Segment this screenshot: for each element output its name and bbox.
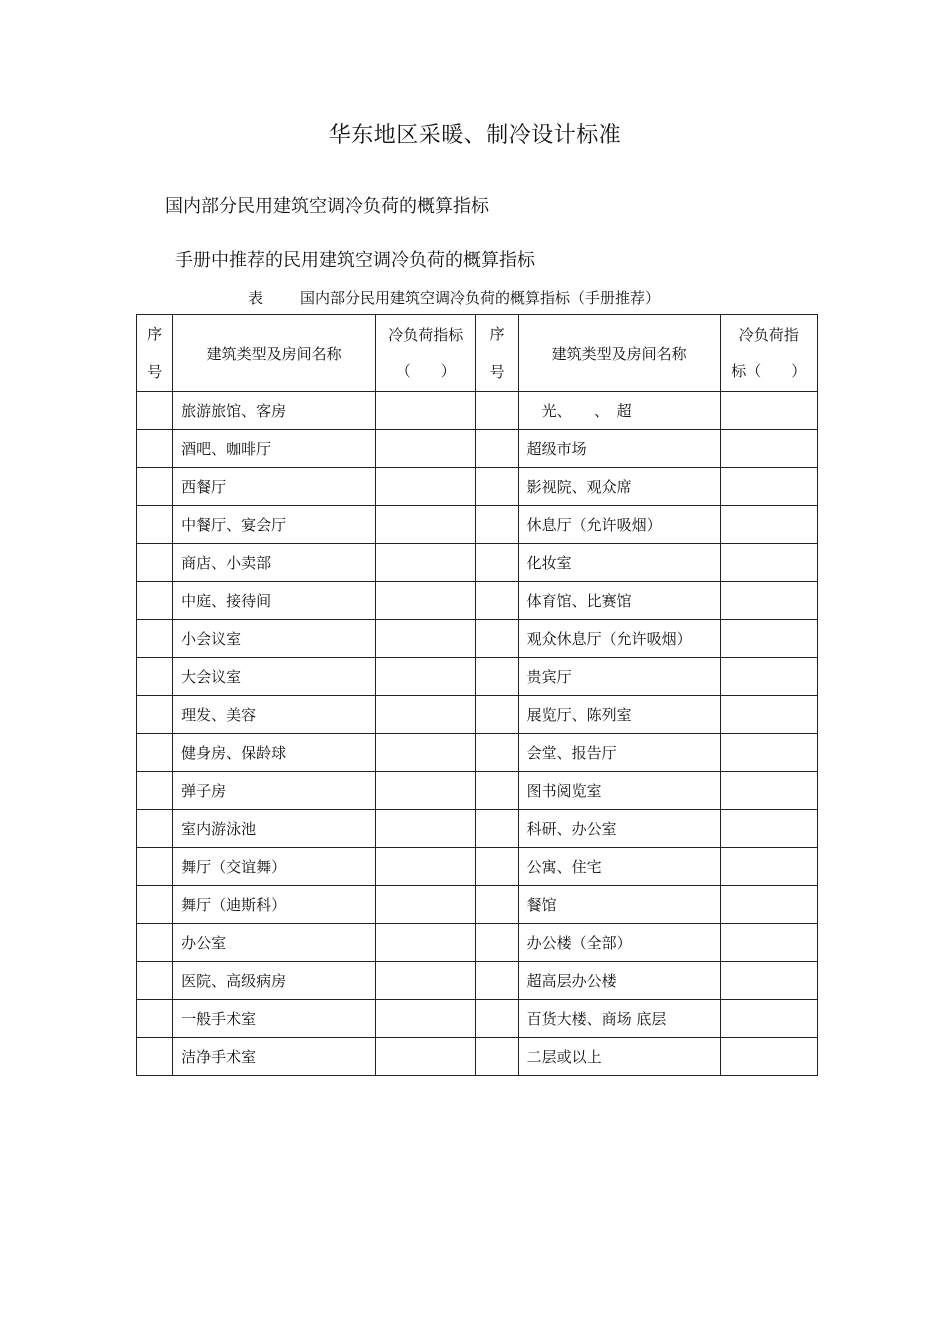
cell-seq-right bbox=[476, 1000, 518, 1038]
cell-name-left: 中餐厅、宴会厅 bbox=[173, 506, 376, 544]
cell-seq-left bbox=[137, 1038, 173, 1076]
cell-name-left: 商店、小卖部 bbox=[173, 544, 376, 582]
cell-name-left: 大会议室 bbox=[173, 658, 376, 696]
cell-index-right bbox=[720, 810, 817, 848]
cell-index-right bbox=[720, 1000, 817, 1038]
table-caption bbox=[248, 287, 660, 308]
header-seq-left-line1: 序 bbox=[147, 325, 163, 343]
cell-index-right bbox=[720, 848, 817, 886]
table-caption-label: 表 bbox=[248, 289, 264, 307]
cell-name-left: 一般手术室 bbox=[173, 1000, 376, 1038]
cell-seq-right bbox=[476, 924, 518, 962]
cell-seq-left bbox=[137, 506, 173, 544]
cell-index-left bbox=[376, 1038, 476, 1076]
table-row bbox=[137, 1000, 818, 1038]
cell-seq-right bbox=[476, 962, 518, 1000]
cell-name-left: 舞厅（交谊舞） bbox=[173, 848, 376, 886]
cell-seq-left bbox=[137, 430, 173, 468]
cell-index-right bbox=[720, 696, 817, 734]
cell-index-left bbox=[376, 696, 476, 734]
table-row bbox=[137, 696, 818, 734]
cell-index-left bbox=[376, 886, 476, 924]
cell-index-right bbox=[720, 582, 817, 620]
header-index-left bbox=[376, 315, 476, 392]
cell-seq-left bbox=[137, 886, 173, 924]
cell-seq-left bbox=[137, 468, 173, 506]
cell-seq-right bbox=[476, 506, 518, 544]
cell-name-left: 旅游旅馆、客房 bbox=[173, 392, 376, 430]
cell-seq-left bbox=[137, 734, 173, 772]
cell-index-left bbox=[376, 430, 476, 468]
cell-name-right: 公寓、住宅 bbox=[518, 848, 720, 886]
header-seq-right bbox=[476, 315, 518, 392]
cell-name-left: 舞厅（迪斯科） bbox=[173, 886, 376, 924]
cell-index-left bbox=[376, 544, 476, 582]
cell-name-right: 超高层办公楼 bbox=[518, 962, 720, 1000]
cell-name-left: 弹子房 bbox=[173, 772, 376, 810]
cell-index-left bbox=[376, 582, 476, 620]
table-row bbox=[137, 544, 818, 582]
cell-index-right bbox=[720, 392, 817, 430]
cell-index-left bbox=[376, 658, 476, 696]
cell-name-right: 会堂、报告厅 bbox=[518, 734, 720, 772]
cell-index-left bbox=[376, 924, 476, 962]
cell-index-left bbox=[376, 468, 476, 506]
cell-seq-left bbox=[137, 696, 173, 734]
cell-seq-right bbox=[476, 620, 518, 658]
table-header-row bbox=[137, 315, 818, 392]
cell-index-right bbox=[720, 772, 817, 810]
cell-name-left: 办公室 bbox=[173, 924, 376, 962]
header-seq-right-line2: 号 bbox=[489, 363, 505, 381]
table-row bbox=[137, 430, 818, 468]
table-row bbox=[137, 886, 818, 924]
table-row bbox=[137, 468, 818, 506]
cell-index-left bbox=[376, 620, 476, 658]
cell-seq-left bbox=[137, 848, 173, 886]
cell-name-right: 贵宾厅 bbox=[518, 658, 720, 696]
cell-name-right: 超级市场 bbox=[518, 430, 720, 468]
cell-index-right bbox=[720, 620, 817, 658]
cell-seq-right bbox=[476, 772, 518, 810]
header-index-right-line1: 冷负荷指 bbox=[738, 326, 799, 344]
cell-name-right: 光、 、 超 bbox=[518, 392, 720, 430]
cell-name-right: 化妆室 bbox=[518, 544, 720, 582]
cell-name-left: 健身房、保龄球 bbox=[173, 734, 376, 772]
cell-seq-right bbox=[476, 696, 518, 734]
cell-name-left: 小会议室 bbox=[173, 620, 376, 658]
cell-seq-left bbox=[137, 582, 173, 620]
cell-index-right bbox=[720, 1038, 817, 1076]
cell-name-left: 西餐厅 bbox=[173, 468, 376, 506]
cell-index-left bbox=[376, 734, 476, 772]
cell-index-left bbox=[376, 848, 476, 886]
table-row bbox=[137, 1038, 818, 1076]
table-row bbox=[137, 620, 818, 658]
header-seq-right-line1: 序 bbox=[489, 325, 505, 343]
cell-index-left bbox=[376, 772, 476, 810]
cell-seq-left bbox=[137, 962, 173, 1000]
cell-index-right bbox=[720, 962, 817, 1000]
cell-index-right bbox=[720, 658, 817, 696]
table-row bbox=[137, 582, 818, 620]
cell-seq-left bbox=[137, 1000, 173, 1038]
header-index-right bbox=[720, 315, 817, 392]
cell-index-right bbox=[720, 734, 817, 772]
cell-index-right bbox=[720, 506, 817, 544]
cell-name-left: 洁净手术室 bbox=[173, 1038, 376, 1076]
cell-seq-left bbox=[137, 772, 173, 810]
cell-name-right: 展览厅、陈列室 bbox=[518, 696, 720, 734]
table-row bbox=[137, 962, 818, 1000]
header-index-left-line2: （ ） bbox=[395, 362, 456, 380]
cell-index-right bbox=[720, 468, 817, 506]
cell-name-right: 图书阅览室 bbox=[518, 772, 720, 810]
cell-seq-right bbox=[476, 1038, 518, 1076]
table-row bbox=[137, 810, 818, 848]
header-index-right-line2: 标（ ） bbox=[731, 362, 807, 380]
cell-seq-left bbox=[137, 620, 173, 658]
table-row bbox=[137, 506, 818, 544]
cell-index-right bbox=[720, 924, 817, 962]
cell-name-right: 二层或以上 bbox=[518, 1038, 720, 1076]
table-row bbox=[137, 924, 818, 962]
cell-seq-right bbox=[476, 886, 518, 924]
cell-name-right: 办公楼（全部） bbox=[518, 924, 720, 962]
cell-seq-right bbox=[476, 468, 518, 506]
table-row bbox=[137, 658, 818, 696]
cell-name-right: 百货大楼、商场 底层 bbox=[518, 1000, 720, 1038]
cell-seq-right bbox=[476, 810, 518, 848]
table-row bbox=[137, 772, 818, 810]
cell-index-left bbox=[376, 810, 476, 848]
cell-seq-right bbox=[476, 734, 518, 772]
cell-name-left: 酒吧、咖啡厅 bbox=[173, 430, 376, 468]
header-seq-left-line2: 号 bbox=[147, 363, 163, 381]
cell-name-right: 观众休息厅（允许吸烟） bbox=[518, 620, 720, 658]
cell-seq-right bbox=[476, 582, 518, 620]
section-heading: 国内部分民用建筑空调冷负荷的概算指标 bbox=[165, 196, 489, 217]
header-name-left: 建筑类型及房间名称 bbox=[173, 315, 376, 392]
cell-name-right: 体育馆、比赛馆 bbox=[518, 582, 720, 620]
header-seq-left bbox=[137, 315, 173, 392]
cell-name-left: 理发、美容 bbox=[173, 696, 376, 734]
table-row bbox=[137, 392, 818, 430]
cell-seq-left bbox=[137, 392, 173, 430]
table-row bbox=[137, 734, 818, 772]
document-title: 华东地区采暖、制冷设计标准 bbox=[328, 123, 622, 148]
cell-name-right: 影视院、观众席 bbox=[518, 468, 720, 506]
cell-index-left bbox=[376, 962, 476, 1000]
cell-seq-right bbox=[476, 658, 518, 696]
cell-name-right: 科研、办公室 bbox=[518, 810, 720, 848]
cell-name-left: 室内游泳池 bbox=[173, 810, 376, 848]
table-row bbox=[137, 848, 818, 886]
table-caption-text: 国内部分民用建筑空调冷负荷的概算指标（手册推荐） bbox=[300, 289, 661, 307]
cell-index-left bbox=[376, 1000, 476, 1038]
cell-seq-left bbox=[137, 924, 173, 962]
cell-index-right bbox=[720, 544, 817, 582]
cell-seq-right bbox=[476, 392, 518, 430]
cell-seq-right bbox=[476, 848, 518, 886]
cell-name-right: 餐馆 bbox=[518, 886, 720, 924]
table-body bbox=[137, 392, 818, 1076]
header-name-right: 建筑类型及房间名称 bbox=[518, 315, 720, 392]
header-index-left-line1: 冷负荷指标 bbox=[388, 326, 464, 344]
cell-index-left bbox=[376, 506, 476, 544]
cell-index-right bbox=[720, 886, 817, 924]
sub-heading: 手册中推荐的民用建筑空调冷负荷的概算指标 bbox=[175, 250, 535, 271]
cell-seq-right bbox=[476, 430, 518, 468]
cell-seq-left bbox=[137, 658, 173, 696]
cell-seq-right bbox=[476, 544, 518, 582]
cell-seq-left bbox=[137, 544, 173, 582]
cell-name-left: 中庭、接待间 bbox=[173, 582, 376, 620]
cell-name-right: 休息厅（允许吸烟） bbox=[518, 506, 720, 544]
cooling-load-table bbox=[136, 314, 818, 1076]
cell-index-right bbox=[720, 430, 817, 468]
cell-name-left: 医院、高级病房 bbox=[173, 962, 376, 1000]
cell-index-left bbox=[376, 392, 476, 430]
cell-seq-left bbox=[137, 810, 173, 848]
